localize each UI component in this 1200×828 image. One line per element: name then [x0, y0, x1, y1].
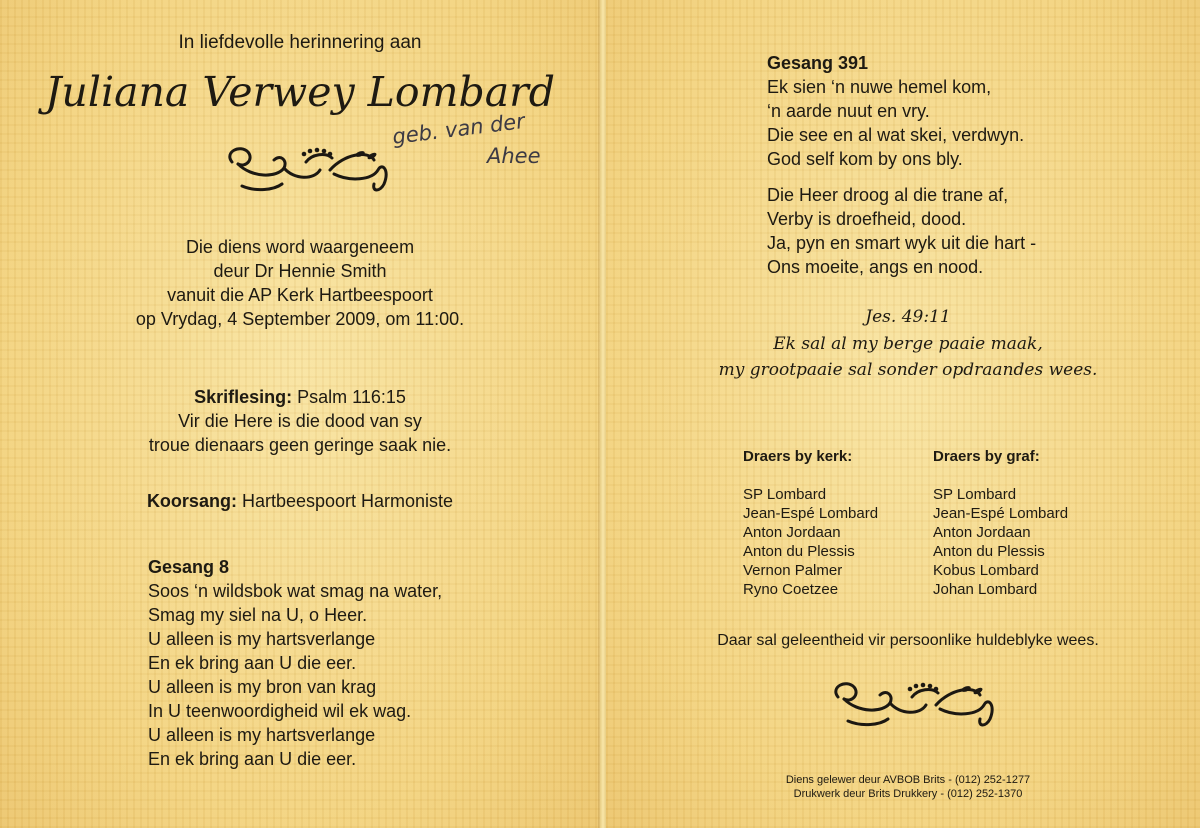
list-item: SP Lombard [743, 486, 827, 503]
reading-line: Vir die Here is die dood van sy [178, 411, 422, 431]
bearers-church-list [743, 485, 878, 599]
flourish-ornament-icon [828, 675, 998, 731]
reading-line: troue dienaars geen geringe saak nie. [148, 435, 452, 455]
service-line: Die diens word waargeneem [185, 237, 415, 257]
hymn-line: Soos ‘n wildsbok wat smag na water, [148, 581, 443, 601]
hymn-line: En ek bring aan U die eer. [148, 653, 357, 673]
list-item: Kobus Lombard [933, 562, 1039, 579]
service-line: vanuit die AP Kerk Hartbeespoort [167, 285, 433, 305]
choir-label: Koorsang: [146, 491, 237, 511]
handwritten-note-line1: geb. van der [391, 108, 527, 150]
deceased-name: Juliana Verwey Lombard [45, 68, 555, 116]
hymn-line: Ja, pyn en smart wyk uit die hart - [767, 233, 1037, 253]
flourish-ornament-icon [222, 140, 392, 196]
credits [606, 773, 1200, 801]
hymn-title: Gesang 391 [767, 53, 869, 73]
service-details [0, 235, 600, 331]
hymn-line: U alleen is my bron van krag [148, 677, 377, 697]
bearers-grave-title: Draers by graf: [933, 448, 1040, 465]
bearers-church-title: Draers by kerk: [743, 448, 853, 465]
list-item: Jean-Espé Lombard [933, 505, 1069, 522]
list-item: Anton Jordaan [743, 524, 841, 541]
reading-label: Skriflesing: [194, 387, 293, 407]
scripture-line: my grootpaaie sal sonder opdraandes wees. [718, 360, 1098, 380]
handwritten-note-line2: Ahee [487, 144, 541, 168]
hymn-line: En ek bring aan U die eer. [148, 749, 357, 769]
choir-line [0, 489, 600, 513]
hymn-title: Gesang 8 [148, 557, 230, 577]
hymn-line: Verby is droefheid, dood. [767, 209, 967, 229]
credit-line: Drukwerk deur Brits Drukkery - (012) 252-1370 [793, 788, 1023, 800]
scripture-quote [606, 331, 1200, 383]
hymn-line: Ons moeite, angs en nood. [767, 257, 984, 277]
right-page [606, 0, 1200, 828]
bearers-grave-list [933, 485, 1068, 599]
hymn-line: U alleen is my hartsverlange [148, 629, 376, 649]
list-item: Jean-Espé Lombard [743, 505, 879, 522]
list-item: Johan Lombard [933, 581, 1038, 598]
list-item: SP Lombard [933, 486, 1017, 503]
choir-name: Hartbeespoort Harmoniste [241, 491, 454, 511]
hymn-line: God self kom by ons bly. [767, 149, 963, 169]
hymn-line: ‘n aarde nuut en vry. [767, 101, 930, 121]
list-item: Vernon Palmer [743, 562, 843, 579]
hymn-line: Die Heer droog al die trane af, [767, 185, 1009, 205]
hymn-line: Die see en al wat skei, verdwyn. [767, 125, 1025, 145]
service-line: deur Dr Hennie Smith [213, 261, 387, 281]
hymn-verse-2 [767, 183, 1036, 279]
list-item: Ryno Coetzee [743, 581, 839, 598]
list-item: Anton du Plessis [743, 543, 855, 560]
tribute-note: Daar sal geleentheid vir persoonlike huldeblyke wees. [717, 632, 1099, 649]
list-item: Anton du Plessis [933, 543, 1045, 560]
hymn-line: Ek sien ‘n nuwe hemel kom, [767, 77, 992, 97]
list-item: Anton Jordaan [933, 524, 1031, 541]
hymn-line: Smag my siel na U, o Heer. [148, 605, 368, 625]
reading-reference: Psalm 116:15 [297, 387, 406, 407]
credit-line: Diens gelewer deur AVBOB Brits - (012) 252-1277 [785, 774, 1031, 786]
hymn-line: In U teenwoordigheid wil ek wag. [148, 701, 412, 721]
service-line: op Vrydag, 4 September 2009, om 11:00. [135, 309, 465, 329]
hymn-lyrics [148, 579, 442, 771]
scripture-reading [0, 385, 600, 457]
scripture-reference: Jes. 49:11 [865, 307, 951, 327]
hymn-verse-1 [767, 75, 1024, 171]
scripture-line: Ek sal al my berge paaie maak, [773, 334, 1043, 354]
hymn-line: U alleen is my hartsverlange [148, 725, 376, 745]
intro-line: In liefdevolle herinnering aan [178, 32, 422, 53]
